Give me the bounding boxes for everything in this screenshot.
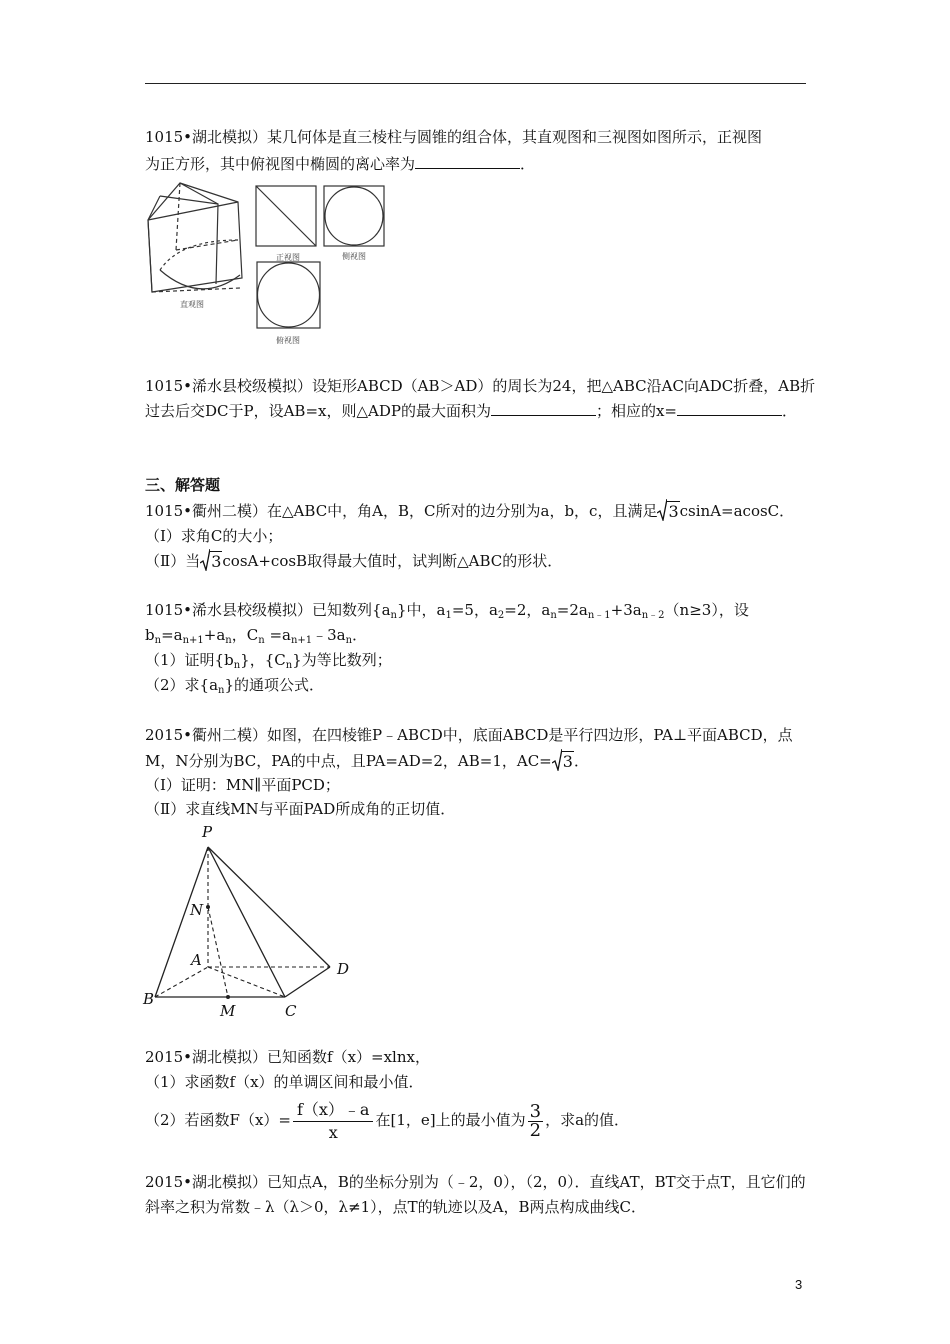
problem-2-line-1: 1015•浠水县校级模拟）设矩形ABCD（AB＞AD）的周长为24，把△ABC沿AC向ADC折叠，AB折 bbox=[145, 377, 816, 395]
answer-blank-area[interactable] bbox=[491, 401, 596, 416]
problem-4-item-2: （2）求$\{a_n\}$的通项公式． bbox=[145, 676, 325, 696]
front-view-label: 正视图 bbox=[276, 253, 300, 262]
problem-5-line-1: 2015•衢州二模）如图，在四棱锥P﹣ABCD中，底面ABCD是平行四边形，PA⊥平面ABCD，点 bbox=[145, 726, 793, 744]
problem-4-item-1: （1）证明$\{b_n\}$，$\{C_n\}$为等比数列； bbox=[145, 651, 392, 671]
problem-5-item-2: （Ⅱ）求直线MN与平面PAD所成角的正切值． bbox=[145, 800, 456, 818]
answer-blank-x[interactable] bbox=[677, 401, 782, 416]
problem-1-line-1: 1015•湖北模拟）某几何体是直三棱柱与圆锥的组合体，其直观图和三视图如图所示，正视图 bbox=[145, 128, 763, 146]
page-number: 3 bbox=[795, 1277, 803, 1292]
vertex-label-m: M bbox=[220, 1002, 236, 1020]
side-view-figure bbox=[322, 183, 386, 263]
problem-3-item-2: （Ⅱ）当 3 cosA+cosB取得最大值时，试判断△ABC的形状． bbox=[145, 549, 562, 571]
top-view-figure bbox=[254, 259, 324, 349]
side-view-label: 侧视图 bbox=[342, 252, 366, 261]
problem-7-line-1: 2015•湖北模拟）已知点A，B的坐标分别为（﹣2，0），（2，0）．直线AT，BT交于点T，且它们的 bbox=[145, 1173, 806, 1191]
front-view bbox=[256, 186, 316, 246]
vertex-label-a: A bbox=[191, 951, 202, 969]
sqrt-3: 3 bbox=[552, 749, 574, 771]
problem-6-item-1: （1）求函数f（x）的单调区间和最小值． bbox=[145, 1073, 424, 1091]
section-heading: 三、解答题 bbox=[145, 476, 221, 494]
top-view-label: 俯视图 bbox=[276, 336, 300, 345]
vertex-label-c: C bbox=[285, 1002, 297, 1020]
problem-4-line-2: $b_n=a_{n+1}+a_n$，$C_n$ $=a_{n+1}﹣3a_n$． bbox=[145, 626, 368, 646]
problem-6-line-1: 2015•湖北模拟）已知函数f（x）=xlnx， bbox=[145, 1048, 430, 1066]
header-rule bbox=[145, 83, 806, 84]
problem-5-line-2: M，N分别为BC，PA的中点，且PA=AD=2，AB=1，AC= 3 ． bbox=[145, 749, 589, 771]
fraction-3-over-2: $\frac{3}{2}$ bbox=[529, 1100, 542, 1141]
problem-5-item-1: （Ⅰ）证明：MN∥平面PCD； bbox=[145, 776, 340, 794]
fraction-fx-minus-a-over-x: $\frac{f(x)﹣a}{x}$ bbox=[293, 1101, 374, 1142]
problem-7-line-2: 斜率之积为常数﹣λ（λ＞0，λ≠1），点T的轨迹以及A，B两点构成曲线C． bbox=[145, 1198, 647, 1216]
problem-6-item-2: （2）若函数F（x）= $\frac{f(x)﹣a}{x}$ 在[1，e]上的最小值为 $\frac{3}{2}$ ，求a的值． bbox=[145, 1099, 630, 1142]
vertex-label-p: P bbox=[202, 823, 213, 841]
sqrt-3: 3 bbox=[200, 549, 222, 571]
sqrt-3: 3 bbox=[657, 499, 679, 521]
answer-blank[interactable] bbox=[415, 154, 520, 169]
perspective-label: 直观图 bbox=[180, 300, 204, 309]
problem-4-line-1: 1015•浠水县校级模拟）已知数列$\{a_n\}$中，$a_1=5$，$a_2=2$，$a_n=2a_{n﹣1}+3a_{n﹣2}(n\ge 3)$，设 bbox=[145, 601, 749, 621]
pyramid-figure bbox=[140, 822, 370, 1022]
problem-3-item-1: （Ⅰ）求角C的大小； bbox=[145, 527, 283, 545]
vertex-label-d: D bbox=[337, 960, 350, 978]
vertex-label-b: B bbox=[143, 990, 155, 1008]
problem-1-line-2: 为正方形，其中俯视图中椭圆的离心率为 ． bbox=[145, 155, 536, 173]
vertex-label-n: N bbox=[190, 901, 204, 919]
problem-3-line-1: 1015•衢州二模）在△ABC中，角A，B，C所对的边分别为a，b，c，且满足 3 csinA=acosC． bbox=[145, 499, 794, 521]
perspective-drawing bbox=[148, 183, 242, 292]
problem-2-line-2: 过去后交DC于P，设AB=x，则△ADP的最大面积为 ；相应的x= ． bbox=[145, 402, 798, 420]
